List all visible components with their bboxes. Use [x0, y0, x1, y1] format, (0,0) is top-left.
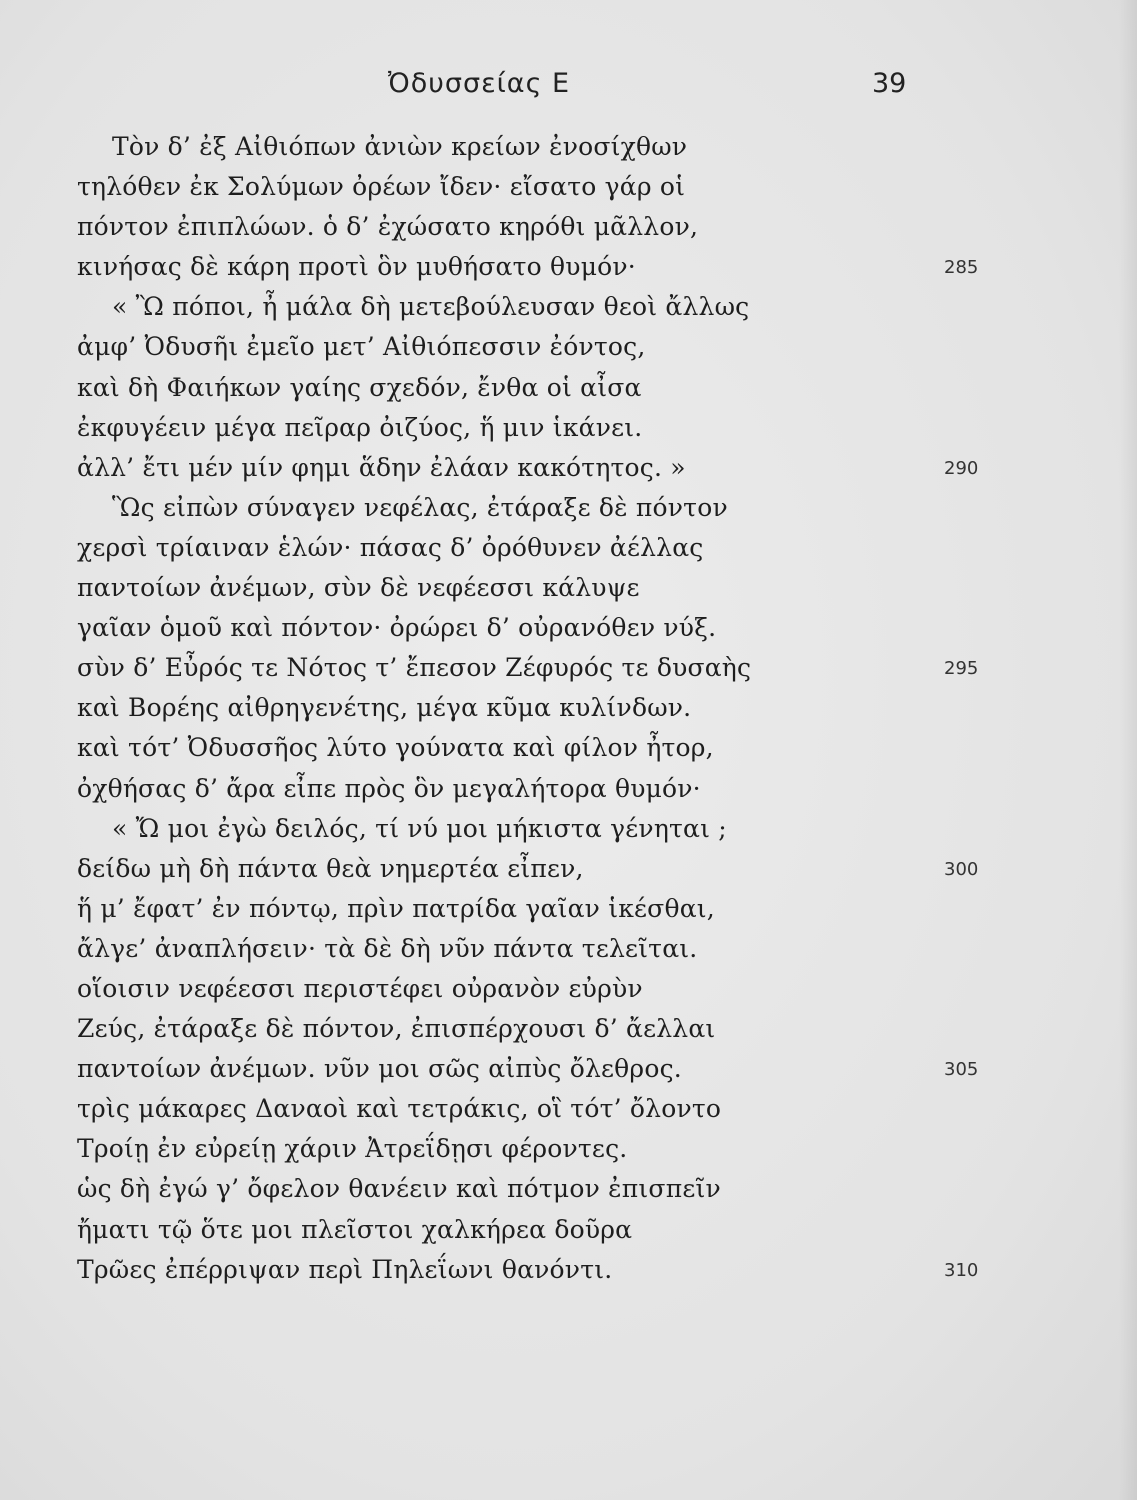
- verse-text: ἤματι τῷ ὅτε μοι πλεῖστοι χαλκήρεα δοῦρα: [77, 1214, 633, 1244]
- verse-line: [0, 1170, 1137, 1210]
- verse-text: ὡς δὴ ἐγώ γ’ ὄφελον θανέειν καὶ πότμον ἐπισπεῖν: [77, 1174, 721, 1204]
- verse-text: πόντον ἐπιπλώων. ὁ δ’ ἐχώσατο κηρόθι μᾶλλον,: [77, 212, 699, 242]
- verse-line: [0, 208, 1137, 248]
- verse-text: Τὸν δ’ ἐξ Αἰθιόπων ἀνιὼν κρείων ἐνοσίχθων: [112, 132, 688, 161]
- verse-text: « Ὢ πόποι, ἦ μάλα δὴ μετεβούλευσαν θεοὶ ἄλλως: [112, 292, 750, 322]
- verse-line: [0, 168, 1137, 208]
- verse-line: [0, 1050, 1137, 1090]
- verse-text: γαῖαν ὁμοῦ καὶ πόντον· ὀρώρει δ’ οὐρανόθεν νύξ.: [77, 613, 717, 643]
- line-number: 285: [944, 257, 979, 279]
- verse-text: σὺν δ’ Εὖρός τε Νότος τ’ ἔπεσον Ζέφυρός τε δυσαὴς: [77, 653, 752, 683]
- verse-text: χερσὶ τρίαιναν ἑλών· πάσας δ’ ὀρόθυνεν ἀέλλας: [77, 532, 704, 562]
- verse-text: ἀλλ’ ἔτι μέν μίν φημι ἅδην ἐλάαν κακότητος. »: [77, 452, 686, 482]
- verse-line: [0, 248, 1137, 288]
- line-number: 305: [944, 1059, 979, 1081]
- verse-text: ἀμφ’ Ὀδυσῆι ἐμεῖο μετ’ Αἰθιόπεσσιν ἐόντος,: [77, 332, 646, 362]
- verse-line: [0, 1251, 1137, 1291]
- verse-text: δείδω μὴ δὴ πάντα θεὰ νημερτέα εἶπεν,: [77, 853, 584, 883]
- verse-line: [0, 729, 1137, 769]
- verse-text: καὶ Βορέης αἰθρηγενέτης, μέγα κῦμα κυλίνδων.: [77, 693, 692, 723]
- verse-line: [0, 369, 1137, 409]
- verse-line: [0, 449, 1137, 489]
- verse-text: ἄλγε’ ἀναπλήσειν· τὰ δὲ δὴ νῦν πάντα τελεῖται.: [77, 933, 698, 963]
- verse-text: κινήσας δὲ κάρη προτὶ ὃν μυθήσατο θυμόν·: [77, 252, 636, 282]
- verse-text: ἐκφυγέειν μέγα πεῖραρ ὀιζύος, ἥ μιν ἱκάνει.: [77, 412, 643, 442]
- verse-text: Τρῶες ἐπέρριψαν περὶ Πηλεΐωνι θανόντι.: [77, 1254, 613, 1284]
- verse-text: « Ὤ μοι ἐγὼ δειλός, τί νύ μοι μήκιστα γένηται ;: [112, 813, 727, 843]
- verse-text: παντοίων ἀνέμων, σὺν δὲ νεφέεσσι κάλυψε: [77, 573, 640, 603]
- verse-text: παντοίων ἀνέμων. νῦν μοι σῶς αἰπὺς ὄλεθρος.: [77, 1054, 682, 1084]
- verse-text: Τροίῃ ἐν εὐρείῃ χάριν Ἀτρεΐδῃσι φέροντες.: [77, 1134, 628, 1164]
- verse-text: τηλόθεν ἐκ Σολύμων ὀρέων ἴδεν· εἴσατο γάρ οἱ: [77, 172, 686, 202]
- verse-line: [0, 609, 1137, 649]
- line-number: 300: [944, 858, 979, 880]
- verse-line: [0, 1090, 1137, 1130]
- verse-line: [0, 1010, 1137, 1050]
- verse-text: ὀχθήσας δ’ ἄρα εἶπε πρὸς ὃν μεγαλήτορα θυμόν·: [77, 773, 701, 803]
- verse-line: [0, 770, 1137, 810]
- verse-line: [0, 1211, 1137, 1251]
- verse-line: [0, 970, 1137, 1010]
- verse-line: [0, 689, 1137, 729]
- verse-block: [0, 128, 1137, 1291]
- book-title: Ὀδυσσείας Ε: [388, 68, 571, 99]
- verse-line: [0, 489, 1137, 529]
- verse-line: [0, 569, 1137, 609]
- verse-text: Ζεύς, ἐτάραξε δὲ πόντον, ἐπισπέρχουσι δ’ ἄελλαι: [77, 1014, 716, 1044]
- verse-line: [0, 128, 1137, 168]
- line-number: 290: [944, 457, 979, 479]
- verse-text: τρὶς μάκαρες Δαναοὶ καὶ τετράκις, οἳ τότ’ ὄλοντο: [77, 1094, 722, 1124]
- verse-line: [0, 850, 1137, 890]
- line-number: 295: [944, 658, 979, 680]
- line-number: 310: [944, 1259, 979, 1281]
- verse-line: [0, 890, 1137, 930]
- verse-line: [0, 930, 1137, 970]
- verse-text: ἥ μ’ ἔφατ’ ἐν πόντῳ, πρὶν πατρίδα γαῖαν ἱκέσθαι,: [77, 893, 715, 923]
- running-header: [0, 68, 1137, 108]
- verse-text: Ὣς εἰπὼν σύναγεν νεφέλας, ἐτάραξε δὲ πόντον: [112, 492, 728, 522]
- verse-text: καὶ τότ’ Ὀδυσσῆος λύτο γούνατα καὶ φίλον ἦτορ,: [77, 733, 714, 763]
- verse-line: [0, 810, 1137, 850]
- verse-line: [0, 529, 1137, 569]
- verse-text: οἵοισιν νεφέεσσι περιστέφει οὐρανὸν εὐρὺν: [77, 973, 643, 1003]
- verse-line: [0, 1130, 1137, 1170]
- page-number: 39: [872, 68, 907, 99]
- verse-line: [0, 409, 1137, 449]
- verse-line: [0, 649, 1137, 689]
- verse-line: [0, 288, 1137, 328]
- verse-line: [0, 328, 1137, 368]
- verse-text: καὶ δὴ Φαιήκων γαίης σχεδόν, ἔνθα οἱ αἶσα: [77, 372, 642, 402]
- page-edge-shadow: [1119, 0, 1137, 1500]
